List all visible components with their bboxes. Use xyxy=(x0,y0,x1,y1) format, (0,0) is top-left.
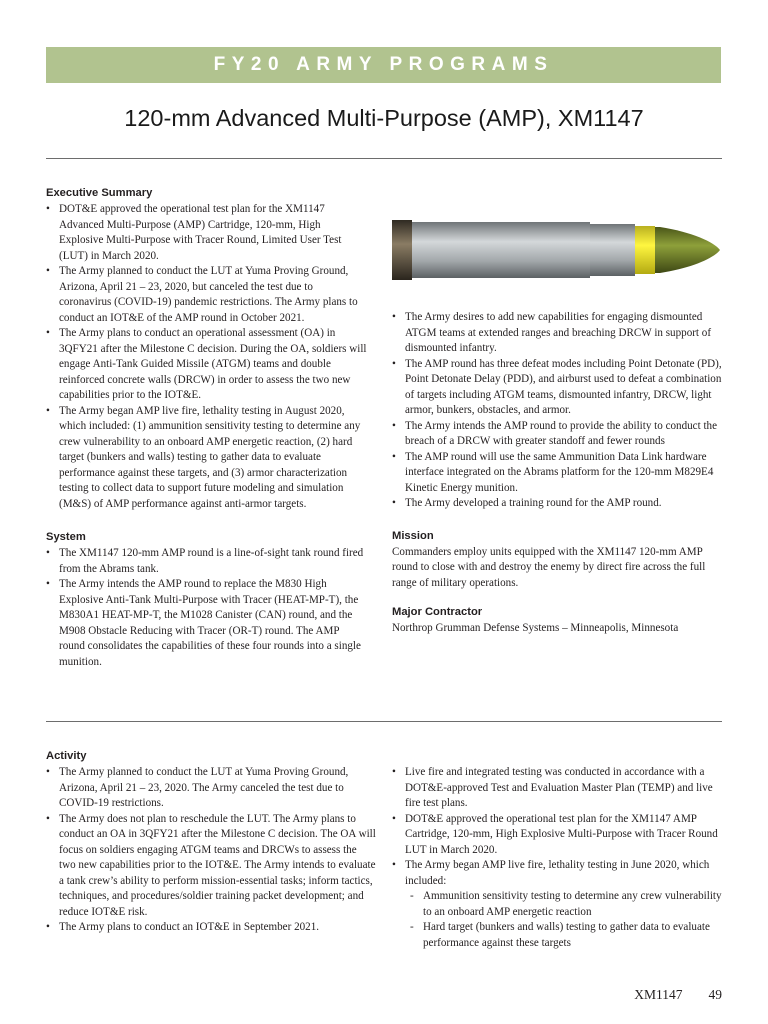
list-item: • The Army planned to conduct the LUT at Yuma Proving Ground, Arizona, April 21 – 23, 2020. The Army canceled the test due to COVID-19 restrictions. xyxy=(46,765,376,812)
divider-top xyxy=(46,158,722,159)
round-band-upper xyxy=(590,224,635,276)
round-body xyxy=(412,222,590,278)
amp-round-illustration xyxy=(392,212,722,288)
list-item: • The Army planned to conduct the LUT at Yuma Proving Ground, Arizona, April 21 – 23, 2020, but canceled the test due to coronavirus (COVID-19) pandemic restrictions. The Army plans to conduct an IOT&E of the AMP round in October 2021. xyxy=(46,264,367,326)
executive-summary-heading: Executive Summary xyxy=(46,187,153,199)
list-item: • The AMP round has three defeat modes including Point Detonate (PD), Point Detonate Delay (PDD), and airburst used to defeat a combination of targets including ATGM teams, dismounted infantry, DRCW, light armor, bunkers, obstacles, and armor. xyxy=(392,357,722,419)
left-column xyxy=(46,186,367,670)
major-contractor-text: Northrop Grumman Defense Systems – Minneapolis, Minnesota xyxy=(392,622,679,634)
divider-activity xyxy=(46,721,722,722)
system-heading: System xyxy=(46,531,86,543)
footer-program: XM1147 xyxy=(634,987,683,1002)
list-item: • The Army does not plan to reschedule the LUT. The Army plans to conduct an OA in 3QFY21 after the Milestone C decision. The OA will focus on soldiers engaging ATGM teams and DRCWs to assess the two new capabilities prior to the IOT&E. The Army intends to evaluate a tank crew’s ability to perform mission-essential tasks; inform tactics, techniques, and procedures/soldier training packet development; and reduce IOT&E risk. xyxy=(46,812,376,921)
major-contractor-heading: Major Contractor xyxy=(392,606,483,618)
round-base xyxy=(392,220,412,280)
page-footer xyxy=(634,987,722,1003)
list-item: • The Army intends the AMP round to provide the ability to conduct the breach of a DRCW with greater standoff and fewer rounds xyxy=(392,419,722,450)
mission-heading: Mission xyxy=(392,529,434,542)
round-yellow-band xyxy=(635,226,655,274)
activity-left-column xyxy=(46,749,376,936)
list-item: • Live fire and integrated testing was conducted in accordance with a DOT&E-approved Test and Evaluation Master Plan (TEMP) and live fire test plans. xyxy=(392,765,722,812)
page-number: 49 xyxy=(708,987,722,1002)
executive-summary-list-continued xyxy=(392,310,722,512)
mission-text: Commanders employ units equipped with the XM1147 120-mm AMP round to close with and destroy the enemy by direct fire across the full range of military operations. xyxy=(392,545,706,589)
list-item-text: The Army began AMP live fire, lethality testing in June 2020, which included: xyxy=(405,859,710,887)
activity-list-left xyxy=(46,765,376,936)
activity-sub-list xyxy=(405,889,722,951)
round-nose xyxy=(655,227,720,273)
system-list xyxy=(46,546,367,670)
activity-list-right xyxy=(392,765,722,951)
list-item: • The Army developed a training round for the AMP round. xyxy=(392,496,722,512)
executive-summary-list xyxy=(46,202,367,512)
list-item: • The Army intends the AMP round to replace the M830 High Explosive Anti-Tank Multi-Purpose with Tracer (HEAT-MP-T), the M830A1 HEAT-MP-T, the M1028 Canister (CAN) round, and the M908 Obstacle Reducing with Tracer (OR-T) round. The AMP round consolidates the capabilities of these four rounds into a single munition. xyxy=(46,577,367,670)
list-item: • The AMP round will use the same Ammunition Data Link hardware interface integrated on the Abrams platform for the 120-mm M829E4 Kinetic Energy munition. xyxy=(392,450,722,497)
list-item: • DOT&E approved the operational test plan for the XM1147 Advanced Multi-Purpose (AMP) Cartridge, 120-mm, High Explosive Multi-Purpose with Tracer Round, Limited User Test (LUT) in March 2020. xyxy=(46,202,367,264)
section-banner: FY20 ARMY PROGRAMS xyxy=(46,47,721,83)
list-item: • The Army desires to add new capabilities for engaging dismounted ATGM teams at extended ranges and breaching DRCW in support of dismounted infantry. xyxy=(392,310,722,357)
list-item: • DOT&E approved the operational test plan for the XM1147 AMP Cartridge, 120-mm, High Explosive Multi-Purpose with Tracer Round LUT in March 2020. xyxy=(392,812,722,859)
list-item: • The Army plans to conduct an IOT&E in September 2021. xyxy=(46,920,376,936)
right-column xyxy=(392,310,722,637)
sub-list-item: - Hard target (bunkers and walls) testing to gather data to evaluate performance against these targets xyxy=(405,920,722,951)
activity-heading: Activity xyxy=(46,750,87,762)
list-item xyxy=(392,858,722,951)
activity-right-column xyxy=(392,765,722,951)
list-item: • The Army began AMP live fire, lethality testing in August 2020, which included: (1) ammunition sensitivity testing to determine any crew vulnerability to an onboard AMP energetic reaction, (2) hard target (bunkers and walls) testing to gather data to evaluate performance against these targets, and (3) armor characterization testing to collect data to support future modeling and simulation (M&S) of AMP performance against anti-armor targets. xyxy=(46,404,367,513)
list-item: • The XM1147 120-mm AMP round is a line-of-sight tank round fired from the Abrams tank. xyxy=(46,546,367,577)
sub-list-item: - Ammunition sensitivity testing to determine any crew vulnerability to an onboard AMP energetic reaction xyxy=(405,889,722,920)
list-item: • The Army plans to conduct an operational assessment (OA) in 3QFY21 after the Milestone C decision. During the OA, soldiers will engage Anti-Tank Guided Missile (ATGM) teams and double reinforced concrete walls (DRCW) in order to assess the two new capabilities prior to the IOT&E. xyxy=(46,326,367,404)
page-title: 120-mm Advanced Multi-Purpose (AMP), XM1147 xyxy=(124,105,644,131)
